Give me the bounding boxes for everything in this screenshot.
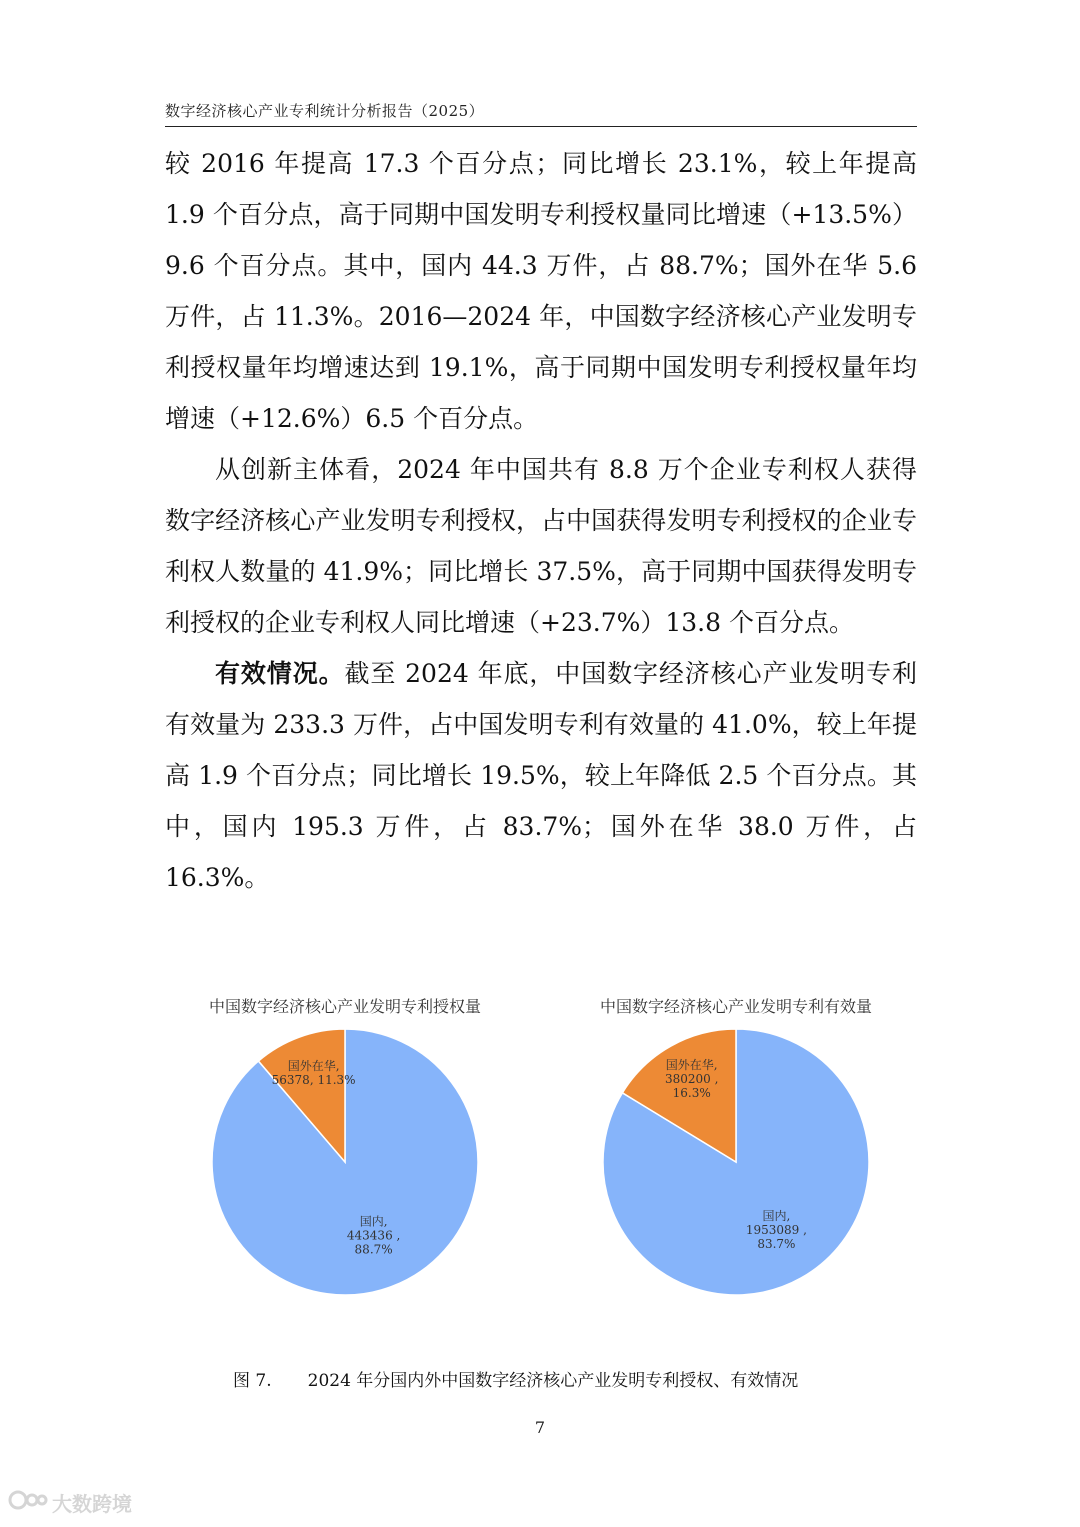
slice-label-domestic: 国内, 443436 , 88.7% — [346, 1214, 401, 1257]
watermark-text: 大数跨境 — [52, 1492, 132, 1516]
pie-svg-valid — [566, 990, 906, 1310]
slice-label-foreign: 国外在华, 380200 , 16.3% — [664, 1058, 719, 1101]
slice-label-domestic: 国内, 1953089 , 83.7% — [745, 1208, 807, 1251]
running-header: 数字经济核心产业专利统计分析报告（2025） — [165, 102, 485, 120]
watermark-logo-icon — [8, 1489, 48, 1516]
slice-label-foreign: 国外在华, 56378, 11.3% — [271, 1059, 356, 1088]
pie-chart-valid — [566, 990, 906, 1310]
pie-svg-grants — [175, 990, 515, 1310]
paragraph-2: 从创新主体看，2024 年中国共有 8.8 万个企业专利权人获得数字经济核心产业发明专利授权，占中国获得发明专利授权的企业专利权人数量的 41.9%；同比增长 37.5%，高于同期中国获得发明专利授权的企业专利权人同比增速（+23.7%）13.8 个百分点。 — [165, 455, 917, 637]
figure-caption-text: 2024 年分国内外中国数字经济核心产业发明专利授权、有效情况 — [307, 1371, 799, 1391]
figure-number: 图 7. — [233, 1371, 272, 1391]
pie-chart-grants — [175, 990, 515, 1310]
header-divider — [165, 126, 917, 127]
chart-title: 中国数字经济核心产业发明专利有效量 — [599, 997, 872, 1016]
paragraph-3-text: 截至 2024 年底，中国数字经济核心产业发明专利有效量为 233.3 万件，占中国发明专利有效量的 41.0%，较上年提高 1.9 个百分点；同比增长 19.5%，较上年降低 2.5 个百分点。其中，国内 195.3 万件，占 83.7%；国外在华 38.0 万件，占 16.3%。 — [165, 659, 917, 892]
figure-caption — [233, 1366, 798, 1391]
paragraph-3-heading: 有效情况。 — [215, 659, 345, 688]
page-number: 7 — [534, 1418, 546, 1437]
chart-title: 中国数字经济核心产业发明专利授权量 — [208, 997, 481, 1016]
watermark — [8, 1488, 132, 1517]
paragraph-1: 较 2016 年提高 17.3 个百分点；同比增长 23.1%，较上年提高 1.9 个百分点，高于同期中国发明专利授权量同比增速（+13.5%）9.6 个百分点。其中，国内 44.3 万件，占 88.7%；国外在华 5.6 万件，占 11.3%。2016—2024 年，中国数字经济核心产业发明专利授权量年均增速达到 19.1%，高于同期中国发明专利授权量年均增速（+12.6%）6.5 个百分点。 — [165, 149, 917, 433]
body-text — [165, 138, 917, 903]
paragraph-3 — [165, 648, 917, 903]
